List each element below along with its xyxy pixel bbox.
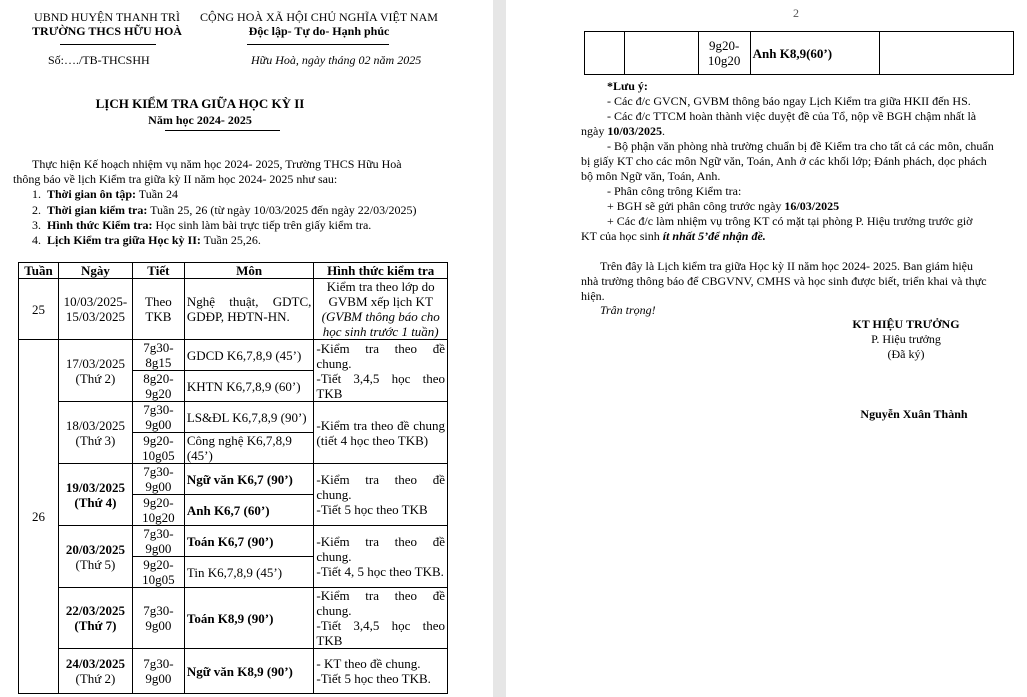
empty-cell [880, 32, 1014, 75]
note-line: - Các đ/c TTCM hoàn thành việc duyệt đề của Tổ, nộp về BGH chậm nhất là [607, 109, 977, 123]
table-row [585, 32, 1014, 75]
org-line1: UBND HUYỆN THANH TRÌ [34, 10, 180, 24]
day-weekday: (Thứ 5) [75, 556, 116, 572]
subject-cell: Toán K6,7 (90’) [184, 526, 314, 557]
day-cell [58, 464, 132, 526]
note-text: ngày [581, 124, 608, 138]
day-weekday: (Thứ 4) [74, 494, 117, 510]
note-text: + BGH sẽ gửi phân công trước ngày [607, 199, 785, 213]
note-title: *Lưu ý: [607, 79, 648, 93]
note-date: 16/03/2025 [784, 199, 840, 213]
note-line: bị giấy KT cho các môn Ngữ văn, Toán, Anh ở các khối lớp; Đánh phách, dọc phách [581, 154, 987, 168]
subject-cell: Tin K6,7,8,9 (45’) [184, 557, 314, 588]
period-cell: 7g30-9g00 [132, 464, 184, 495]
table-row [19, 649, 448, 694]
form-note: -Tiết 5 học theo TKB. [316, 671, 431, 686]
document-page-1 [0, 0, 493, 697]
day-date: 19/03/2025 [65, 479, 126, 495]
subject-cell: Ngữ văn K6,7 (90’) [184, 464, 314, 495]
form-cell [314, 588, 448, 649]
period-cell: 9g20-10g20 [132, 495, 184, 526]
table-row [19, 340, 448, 371]
form-text: -Kiểm tra theo đề chung. [316, 472, 445, 502]
form-text: -Kiểm tra theo đề chung. [316, 534, 445, 564]
doc-subtitle: Năm học 2024- 2025 [148, 113, 252, 127]
day-cell [58, 649, 132, 694]
week-cell: 25 [19, 279, 59, 340]
table-row [19, 526, 448, 557]
note-line: - Bộ phận văn phòng nhà trường chuẩn bị đề Kiểm tra cho tất cả các môn, chuẩn [607, 139, 994, 153]
day-weekday: (Thứ 2) [75, 370, 116, 386]
form-note: -Tiết 3,4,5 học theo TKB [316, 370, 445, 401]
place-date: Hữu Hoà, ngày tháng 02 năm 2025 [251, 53, 422, 67]
table-row [19, 464, 448, 495]
day-cell [58, 526, 132, 588]
doc-title: LỊCH KIỂM TRA GIỮA HỌC KỲ II [95, 96, 305, 111]
item-text: Tuần 24 [136, 187, 179, 201]
list-item-4 [32, 233, 261, 248]
org-underline [60, 44, 156, 45]
period-cell: Theo TKB [132, 279, 184, 340]
subject-cell: KHTN K6,7,8,9 (60’) [184, 371, 314, 402]
period-cell: 7g30-9g00 [132, 588, 184, 649]
nation-underline [247, 44, 389, 45]
form-text: -Kiểm tra theo đề chung. [316, 340, 445, 371]
period-cell: 7g30-9g00 [132, 526, 184, 557]
note-line: - Các đ/c GVCN, GVBM thông báo ngay Lịch Kiểm tra giữa HKII đến HS. [607, 94, 971, 108]
period-cell: 8g20-9g20 [132, 371, 184, 402]
subject-cell: Công nghệ K6,7,8,9 (45’) [184, 433, 314, 464]
list-item-2 [32, 203, 416, 218]
closing-line2: nhà trường thông báo để CBGVNV, CMHS và học sinh được biết, triển khai và thực [581, 274, 987, 288]
form-text: -Kiểm tra theo đề chung. [316, 588, 445, 618]
note-line [607, 199, 839, 214]
note-line [581, 229, 766, 244]
day-date: 18/03/2025 [65, 417, 126, 433]
period-cell: 9g20-10g05 [132, 433, 184, 464]
note-line: + Các đ/c làm nhiệm vụ trông KT có mặt tại phòng P. Hiệu trưởng trước giờ [607, 214, 973, 228]
day-weekday: (Thứ 2) [75, 671, 116, 686]
header-form: Hình thức kiểm tra [314, 263, 448, 279]
item-number: 3. [32, 218, 41, 232]
form-text: - KT theo đề chung. [316, 656, 421, 671]
item-number: 2. [32, 203, 41, 217]
note-date: 10/03/2025 [607, 124, 662, 138]
note-text: KT của học sinh [581, 229, 663, 243]
doc-number: Số:…./TB-THCSHH [48, 53, 150, 67]
item-text: Tuần 25,26. [200, 233, 261, 247]
form-note: -Tiết 5 học theo TKB [316, 502, 428, 517]
subject-cell: LS&ĐL K6,7,8,9 (90’) [184, 402, 314, 433]
nation-line2: Độc lập- Tự do- Hạnh phúc [248, 24, 390, 38]
closing-line3: hiện. [581, 289, 605, 303]
subject-cell: Nghệ thuật, GDTC, GDĐP, HĐTN-HN. [184, 279, 314, 340]
item-label: Thời gian kiểm tra: [47, 203, 148, 217]
header-period: Tiết [132, 263, 184, 279]
day-cell [58, 340, 132, 402]
note-emphasis: ít nhất 5’để nhận đề. [662, 229, 766, 243]
signer-name: Nguyễn Xuân Thành [860, 407, 968, 421]
empty-cell [585, 32, 625, 75]
day-date: 20/03/2025 [65, 541, 126, 557]
subject-cell: GDCD K6,7,8,9 (45’) [184, 340, 314, 371]
item-number: 1. [32, 187, 41, 201]
period-cell: 7g30-8g15 [132, 340, 184, 371]
form-text: Kiểm tra theo lớp do GVBM xếp lịch KT [326, 279, 435, 309]
period-cell: 7g30-9g00 [132, 649, 184, 694]
title-underline [165, 130, 280, 131]
item-text: Học sinh làm bài trực tiếp trên giấy kiểm tra. [152, 218, 372, 232]
sign-role: P. Hiệu trưởng [871, 332, 941, 346]
org-line2: TRƯỜNG THCS HỮU HOÀ [32, 24, 182, 38]
list-item-3 [32, 218, 371, 233]
item-label: Lịch Kiểm tra giữa Học kỳ II: [47, 233, 201, 247]
table-row [19, 279, 448, 340]
header-week: Tuần [19, 263, 59, 279]
table-row [19, 402, 448, 433]
header-subject: Môn [184, 263, 314, 279]
form-note: -Tiết 3,4,5 học theo TKB [316, 618, 445, 648]
form-cell [314, 526, 448, 588]
day-cell [58, 588, 132, 649]
period-cell: 9g20-10g05 [132, 557, 184, 588]
form-cell [314, 340, 448, 402]
item-label: Thời gian ôn tập: [47, 187, 137, 201]
form-note: -Tiết 4, 5 học theo TKB. [316, 564, 444, 579]
table-header-row [19, 263, 448, 279]
period-cell: 7g30-9g00 [132, 402, 184, 433]
note-line: - Phân công trông Kiểm tra: [607, 184, 742, 198]
document-page-2 [506, 0, 1027, 697]
day-cell: 10/03/2025-15/03/2025 [58, 279, 132, 340]
subject-cell: Ngữ văn K8,9 (90’) [184, 649, 314, 694]
day-cell [58, 402, 132, 464]
empty-cell [624, 32, 698, 75]
note-text: . [662, 124, 665, 138]
note-line [581, 124, 665, 139]
day-weekday: (Thứ 7) [74, 618, 117, 633]
list-item-1 [32, 187, 178, 202]
item-number: 4. [32, 233, 41, 247]
regards: Trân trọng! [600, 303, 656, 317]
day-date: 24/03/2025 [65, 656, 126, 671]
intro-line2: thông báo về lịch Kiểm tra giữa kỳ II năm học 2024- 2025 như sau: [13, 172, 338, 186]
table-row [19, 588, 448, 649]
form-cell [314, 464, 448, 526]
nation-line1: CỘNG HOÀ XÃ HỘI CHỦ NGHĨA VIỆT NAM [200, 10, 438, 24]
subject-cell: Anh K6,7 (60’) [184, 495, 314, 526]
day-weekday: (Thứ 3) [75, 432, 116, 448]
form-note: (GVBM thông báo cho học sinh trước 1 tuần) [321, 309, 440, 339]
note-line: bộ môn Ngữ văn, Toán, Anh. [581, 169, 721, 183]
page-number: 2 [793, 6, 799, 20]
period-cell: 9g20-10g20 [698, 32, 750, 75]
sign-title: KT HIỆU TRƯỞNG [852, 317, 960, 331]
schedule-table [18, 262, 448, 694]
item-text: Tuần 25, 26 (từ ngày 10/03/2025 đến ngày 22/03/2025) [147, 203, 417, 217]
week-cell: 26 [19, 340, 59, 694]
form-cell [314, 649, 448, 694]
schedule-table-continued [584, 31, 1014, 75]
header-day: Ngày [58, 263, 132, 279]
intro-line1: Thực hiện Kế hoạch nhiệm vụ năm học 2024- 2025, Trường THCS Hữu Hoà [32, 157, 402, 171]
subject-cell: Anh K8,9(60’) [750, 32, 880, 75]
item-label: Hình thức Kiểm tra: [47, 218, 153, 232]
day-date: 17/03/2025 [65, 355, 126, 371]
form-cell [314, 279, 448, 340]
form-cell: -Kiểm tra theo đề chung (tiết 4 học theo TKB) [314, 402, 448, 464]
day-date: 22/03/2025 [65, 603, 126, 618]
closing-line1: Trên đây là Lịch kiểm tra giữa Học kỳ II năm học 2024- 2025. Ban giám hiệu [600, 259, 973, 273]
signed-note: (Đã ký) [887, 347, 925, 361]
subject-cell: Toán K8,9 (90’) [184, 588, 314, 649]
